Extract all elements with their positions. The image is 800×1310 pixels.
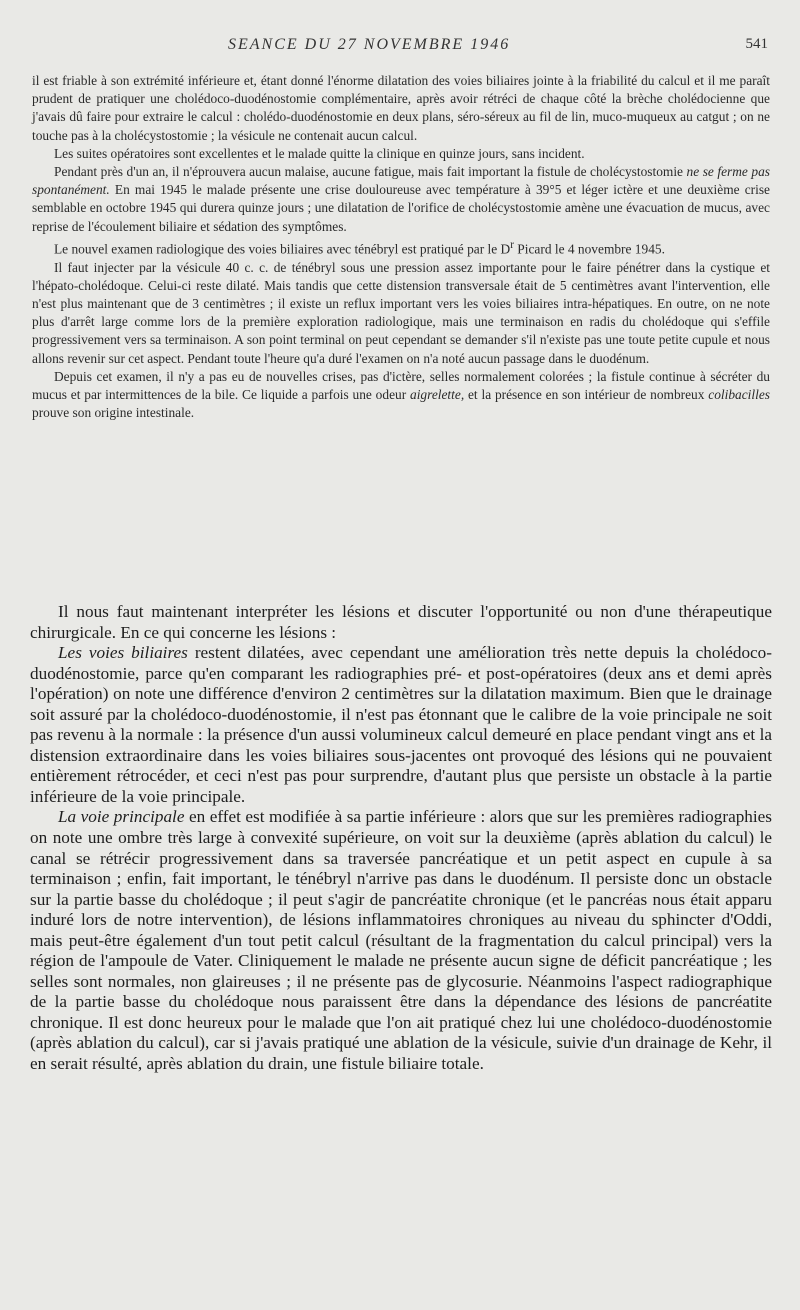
paragraph-5: Il faut injecter par la vésicule 40 c. c. de ténébryl sous une pression assez importante pour le faire pénétrer dans la cystique et l'hépato-cholédoque. Celui-ci reste dilaté. Mais tandis que cette distension transversale était de 5 centimètres avant l'intervention, elle n'est plus maintenant que de 3 centimètres ; il existe un reflux important vers les voies biliaires intra-hépatiques. En outre, on ne note plus d'arrêt large comme lors de la première exploration radiologique, mais une terminaison en radis du cholédoque qui s'effile progressivement vers sa terminaison. A son point terminal on peut cependant se demander s'il n'existe pas une toute petite cupule et nous allons revenir sur cet aspect. Pendant toute l'heure qu'a duré l'examen on n'a noté aucun passage dans le duodénum. — [32, 259, 770, 366]
discussion-section — [30, 602, 772, 1075]
l2-emphasis: Les voies biliaires — [58, 643, 188, 663]
p3-text-b: En mai 1945 le malade présente une crise douloureuse avec température à 39°5 et léger ictère et une deuxième crise semblable en octobre 1945 qui durera quinze jours ; une dilatation de l'orifice de cholécystostomie amène une évacuation de mucus, avec reprise de l'écoulement biliaire et sédation des symptômes. — [32, 182, 770, 234]
p4-text-a: Le nouvel examen radiologique des voies biliaires avec ténébryl est pratiqué par le D — [54, 241, 511, 257]
p6-text-c: prouve son origine intestinale. — [32, 405, 195, 421]
p3-emphasis: ne se ferme pas spontanément. — [32, 164, 770, 198]
l3-text: en effet est modifiée à sa partie inférieure : alors que sur les premières radiographies on note une ombre très large à convexité supérieure, on voit sur la deuxième (après ablation du calcul) le canal se rétrécir progressivement dans sa traversée pancréatique et un petit aspect en cupule à sa terminaison ; enfin, fait important, le ténébryl n'arrive pas dans le duodénum. Il persiste donc un obstacle sur la partie basse du cholédoque ; il peut s'agir de pancréatite chronique (et le pancréas nous était apparu induré lors de notre intervention), de lésions inflammatoires chroniques au niveau du sphincter d'Oddi, mais peut-être également d'un tout petit calcul (résultant de la fragmentation du calcul principal) vers la région de l'ampoule de Vater. Cliniquement le malade ne présente aucun signe de déficit pancréatique ; les selles sont normales, non glaireuses ; il ne présente pas de glycosurie. Néanmoins l'aspect radiographique de la partie basse du cholédoque nous paraissent être dans la dépendance des lésions de pancréatite chronique. Il est donc heureux pour le malade que l'on ait pratiqué chez lui une cholédoco-duodénostomie (après ablation du calcul), car si j'avais pratiqué une ablation de la vésicule, suivie d'un drainage de Kehr, il en serait résulté, après ablation du drain, une fistule biliaire totale. — [30, 807, 772, 1074]
p6-emphasis-1: aigrelette, — [410, 386, 465, 402]
paragraph-4 — [32, 236, 770, 259]
page-header — [0, 32, 800, 62]
p6-text-b: et la présence en son intérieur de nombreux — [464, 386, 709, 402]
discussion-intro: Il nous faut maintenant interpréter les lésions et discuter l'opportunité ou non d'une thérapeutique chirurgicale. En ce qui concerne les lésions : — [30, 602, 772, 642]
case-report-section — [32, 72, 770, 422]
paragraph-6 — [32, 368, 770, 423]
l3-emphasis: La voie principale — [58, 807, 185, 827]
paragraph-3 — [32, 163, 770, 236]
p3-text-a: Pendant près d'un an, il n'éprouvera aucun malaise, aucune fatigue, mais fait important la fistule de cholécystostomie — [54, 164, 687, 180]
p6-text-a: Depuis cet examen, il n'y a pas eu de nouvelles crises, pas d'ictère, selles normalement colorées ; la fistule continue à sécréter du mucus et par intermittences de la bile. Ce liquide a parfois une odeur — [32, 368, 770, 402]
p6-emphasis-2: colibacilles — [708, 386, 770, 402]
discussion-voie-principale — [30, 807, 772, 1074]
l2-text: restent dilatées, avec cependant une amélioration très nette depuis la cholédoco-duodénostomie, parce qu'en comparant les radiographies pré- et post-opératoires (deux ans et demi après l'opération) on note une différence d'environ 2 centimètres sur la dilatation maximum. Bien que le drainage soit assuré par la cholédoco-duodénostomie, il n'est pas étonnant que le calibre de la voie principale ne soit pas revenu à la normale : la présence d'un aussi volumineux calcul demeuré en place pendant vingt ans et la distension extraordinaire dans les voies biliaires sous-jacentes ont provoqué des lésions qui ne pouvaient entièrement rétrocéder, et ceci n'est pas pour surprendre, d'autant plus que persiste un obstacle à la partie inférieure de la voie principale. — [30, 643, 772, 806]
p4-text-b: Picard le 4 novembre 1945. — [513, 241, 665, 257]
p4-superscript: r — [510, 238, 514, 251]
paragraph-1: il est friable à son extrémité inférieure et, étant donné l'énorme dilatation des voies biliaires jointe à la friabilité du calcul et il me paraît prudent de pratiquer une cholédoco-duodénostomie complémentaire, après avoir rétréci de chaque côté la brèche cholédocienne que j'avais dû faire pour extraire le calcul : cholédo-duodénostomie en deux plans, séro-séreux au fil de lin, muco-muqueux au catgut ; on ne touche pas à la cholécystostomie ; la vésicule ne contenait aucun calcul. — [32, 73, 770, 143]
page-number: 541 — [745, 36, 768, 52]
paragraph-2: Les suites opératoires sont excellentes et le malade quitte la clinique en quinze jours, sans incident. — [54, 145, 585, 161]
running-title: SEANCE DU 27 NOVEMBRE 1946 — [228, 36, 511, 53]
discussion-voies-biliaires — [30, 643, 772, 807]
